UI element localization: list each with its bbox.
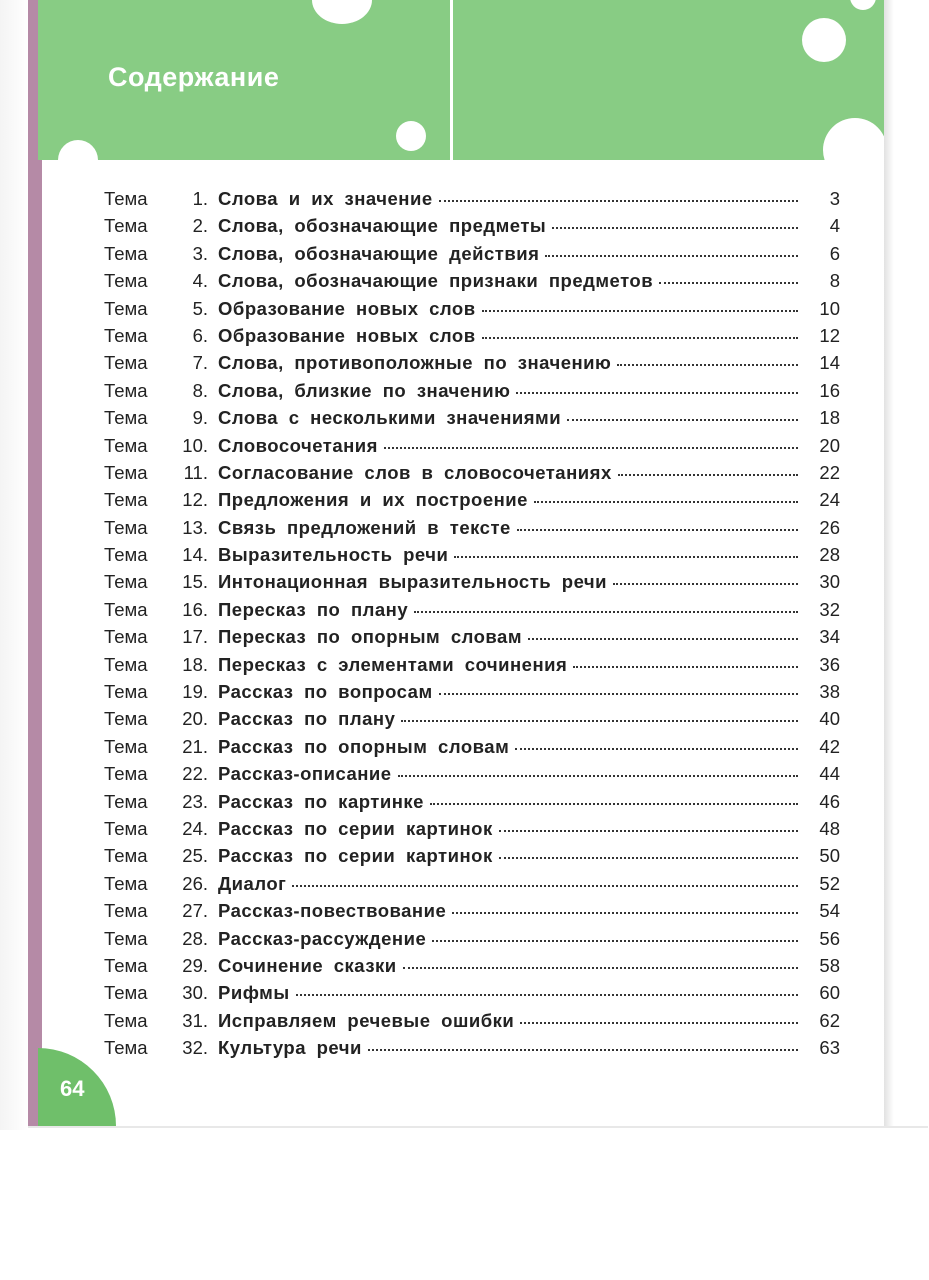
toc-entry-page: 36	[819, 653, 840, 675]
toc-entry-page: 38	[819, 681, 840, 703]
toc-entry-page: 50	[819, 845, 840, 867]
toc-entry-label: Тема	[104, 735, 148, 757]
toc-entry-page: 58	[819, 954, 840, 976]
toc-entry-title: Рассказ по серии картинок	[218, 845, 493, 867]
toc-entry-label: Тема	[104, 571, 148, 593]
toc-entry-title: Рассказ-повествование	[218, 900, 447, 922]
toc-entry-label: Тема	[104, 790, 148, 812]
toc-entry	[104, 763, 840, 790]
toc-entry-title: Слова, близкие по значению	[218, 379, 511, 401]
toc-entry-label: Тема	[104, 352, 148, 374]
toc-leader-dots	[403, 967, 798, 969]
table-of-contents	[104, 188, 840, 1065]
toc-entry-label: Тема	[104, 461, 148, 483]
toc-entry-label: Тема	[104, 379, 148, 401]
toc-leader-dots	[552, 227, 798, 229]
toc-entry-page: 60	[819, 982, 840, 1004]
toc-entry	[104, 791, 840, 818]
toc-entry	[104, 352, 840, 379]
toc-entry-page: 18	[819, 407, 840, 429]
toc-entry-label: Тема	[104, 817, 148, 839]
toc-entry-title: Предложения и их построение	[218, 489, 528, 511]
header-divider	[450, 0, 453, 160]
toc-entry	[104, 1037, 840, 1064]
toc-entry-number: 29.	[182, 954, 208, 976]
toc-leader-dots	[482, 310, 798, 312]
toc-entry-label: Тема	[104, 626, 148, 648]
toc-entry-title: Слова, противоположные по значению	[218, 352, 612, 374]
toc-entry-title: Слова, обозначающие действия	[218, 242, 540, 264]
toc-entry	[104, 654, 840, 681]
toc-leader-dots	[520, 1022, 798, 1024]
page-bottom-edge	[28, 1126, 928, 1128]
decor-circle	[802, 18, 846, 62]
toc-leader-dots	[430, 803, 798, 805]
toc-entry-page: 28	[819, 544, 840, 566]
toc-entry-label: Тема	[104, 845, 148, 867]
toc-leader-dots	[528, 638, 798, 640]
toc-entry-number: 7.	[192, 352, 208, 374]
toc-entry	[104, 955, 840, 982]
toc-leader-dots	[384, 447, 798, 449]
toc-entry-page: 24	[819, 489, 840, 511]
page-edge-shadow	[884, 0, 894, 1128]
decor-circle	[850, 0, 876, 10]
toc-leader-dots	[414, 611, 798, 613]
toc-entry-number: 1.	[192, 188, 208, 209]
toc-entry-page: 54	[819, 900, 840, 922]
toc-entry	[104, 626, 840, 653]
toc-entry-title: Диалог	[218, 872, 287, 894]
scan-edge	[0, 0, 28, 1130]
toc-entry-label: Тема	[104, 434, 148, 456]
toc-entry-label: Тема	[104, 270, 148, 292]
toc-entry	[104, 928, 840, 955]
toc-entry-title: Словосочетания	[218, 434, 378, 456]
toc-entry-label: Тема	[104, 927, 148, 949]
toc-entry-number: 18.	[182, 653, 208, 675]
toc-entry-page: 40	[819, 708, 840, 730]
toc-entry-number: 15.	[182, 571, 208, 593]
toc-entry	[104, 571, 840, 598]
toc-entry-number: 27.	[182, 900, 208, 922]
toc-entry-label: Тема	[104, 516, 148, 538]
toc-leader-dots	[401, 720, 798, 722]
toc-entry	[104, 435, 840, 462]
toc-entry-number: 6.	[192, 324, 208, 346]
toc-entry-title: Исправляем речевые ошибки	[218, 1009, 515, 1031]
toc-entry-label: Тема	[104, 653, 148, 675]
toc-entry	[104, 818, 840, 845]
toc-leader-dots	[398, 775, 798, 777]
toc-entry-page: 30	[819, 571, 840, 593]
toc-entry-number: 20.	[182, 708, 208, 730]
toc-leader-dots	[499, 830, 798, 832]
toc-entry-number: 13.	[182, 516, 208, 538]
toc-entry-number: 28.	[182, 927, 208, 949]
toc-leader-dots	[567, 419, 798, 421]
toc-leader-dots	[482, 337, 798, 339]
toc-leader-dots	[545, 255, 798, 257]
toc-entry-label: Тема	[104, 188, 148, 209]
toc-entry-number: 12.	[182, 489, 208, 511]
toc-leader-dots	[368, 1049, 798, 1051]
toc-leader-dots	[534, 501, 798, 503]
toc-entry-number: 32.	[182, 1037, 208, 1059]
toc-entry-page: 42	[819, 735, 840, 757]
toc-entry	[104, 845, 840, 872]
toc-leader-dots	[613, 583, 798, 585]
toc-entry-page: 44	[819, 763, 840, 785]
toc-entry-page: 32	[819, 598, 840, 620]
toc-entry-title: Рассказ-рассуждение	[218, 927, 427, 949]
toc-entry-label: Тема	[104, 242, 148, 264]
toc-entry-title: Рассказ по картинке	[218, 790, 424, 812]
toc-entry-page: 63	[819, 1037, 840, 1059]
toc-entry-number: 3.	[192, 242, 208, 264]
toc-entry-label: Тема	[104, 681, 148, 703]
toc-entry-label: Тема	[104, 544, 148, 566]
decor-circle	[396, 121, 426, 151]
toc-entry-title: Связь предложений в тексте	[218, 516, 511, 538]
toc-leader-dots	[296, 994, 798, 996]
toc-entry	[104, 325, 840, 352]
toc-entry-number: 16.	[182, 598, 208, 620]
toc-entry	[104, 517, 840, 544]
toc-entry-number: 21.	[182, 735, 208, 757]
toc-entry-title: Интонационная выразительность речи	[218, 571, 608, 593]
contents-header	[38, 0, 884, 160]
toc-entry-label: Тема	[104, 982, 148, 1004]
toc-leader-dots	[515, 748, 798, 750]
toc-entry-title: Рифмы	[218, 982, 290, 1004]
toc-entry	[104, 270, 840, 297]
toc-entry-page: 3	[829, 188, 840, 209]
toc-entry	[104, 708, 840, 735]
toc-entry-number: 24.	[182, 817, 208, 839]
toc-entry-page: 12	[819, 324, 840, 346]
toc-entry-number: 23.	[182, 790, 208, 812]
toc-entry-page: 8	[829, 270, 840, 292]
toc-entry-page: 6	[829, 242, 840, 264]
toc-entry-number: 25.	[182, 845, 208, 867]
toc-entry-label: Тема	[104, 324, 148, 346]
toc-leader-dots	[439, 693, 798, 695]
toc-entry-label: Тема	[104, 297, 148, 319]
toc-entry-title: Слова и их значение	[218, 188, 433, 209]
toc-leader-dots	[516, 392, 798, 394]
toc-entry-title: Слова, обозначающие предметы	[218, 215, 547, 237]
toc-entry-title: Выразительность речи	[218, 544, 449, 566]
toc-entry-page: 52	[819, 872, 840, 894]
toc-entry	[104, 243, 840, 270]
toc-entry	[104, 873, 840, 900]
toc-entry-title: Пересказ по опорным словам	[218, 626, 523, 648]
toc-entry-number: 26.	[182, 872, 208, 894]
toc-entry-number: 19.	[182, 681, 208, 703]
toc-entry-label: Тема	[104, 1037, 148, 1059]
toc-entry	[104, 1010, 840, 1037]
toc-entry-page: 26	[819, 516, 840, 538]
toc-entry	[104, 407, 840, 434]
toc-leader-dots	[432, 940, 798, 942]
toc-entry-title: Согласование слов в словосочетаниях	[218, 461, 612, 483]
toc-entry-page: 48	[819, 817, 840, 839]
toc-entry-label: Тема	[104, 215, 148, 237]
toc-entry-label: Тема	[104, 489, 148, 511]
toc-entry-title: Слова с несколькими значениями	[218, 407, 562, 429]
toc-leader-dots	[618, 474, 798, 476]
toc-entry-title: Слова, обозначающие признаки предметов	[218, 270, 654, 292]
toc-entry-label: Тема	[104, 1009, 148, 1031]
toc-entry-page: 10	[819, 297, 840, 319]
toc-entry-number: 10.	[182, 434, 208, 456]
toc-leader-dots	[439, 200, 798, 202]
toc-entry-number: 5.	[192, 297, 208, 319]
toc-entry-number: 2.	[192, 215, 208, 237]
toc-entry-page: 16	[819, 379, 840, 401]
toc-entry-label: Тема	[104, 598, 148, 620]
toc-entry	[104, 462, 840, 489]
toc-entry-page: 14	[819, 352, 840, 374]
toc-entry-title: Пересказ по плану	[218, 598, 409, 620]
toc-entry-number: 11.	[183, 461, 208, 483]
toc-entry-number: 30.	[182, 982, 208, 1004]
toc-entry	[104, 900, 840, 927]
toc-entry-page: 22	[819, 461, 840, 483]
toc-entry-page: 34	[819, 626, 840, 648]
toc-entry	[104, 544, 840, 571]
toc-entry-page: 62	[819, 1009, 840, 1031]
page-title: Содержание	[108, 62, 280, 92]
toc-entry	[104, 380, 840, 407]
toc-entry	[104, 681, 840, 708]
toc-entry	[104, 736, 840, 763]
toc-entry-page: 56	[819, 927, 840, 949]
toc-entry	[104, 599, 840, 626]
toc-entry-number: 4.	[192, 270, 208, 292]
toc-entry-title: Пересказ с элементами сочинения	[218, 653, 568, 675]
toc-leader-dots	[499, 857, 798, 859]
toc-entry-title: Рассказ-описание	[218, 763, 392, 785]
toc-entry-number: 14.	[182, 544, 208, 566]
decor-circle	[312, 0, 372, 24]
toc-entry	[104, 982, 840, 1009]
decor-circle	[823, 118, 884, 160]
toc-entry-label: Тема	[104, 763, 148, 785]
toc-leader-dots	[617, 364, 798, 366]
toc-entry-title: Рассказ по серии картинок	[218, 817, 493, 839]
toc-entry-page: 4	[829, 215, 840, 237]
toc-entry-title: Сочинение сказки	[218, 954, 397, 976]
toc-entry-label: Тема	[104, 407, 148, 429]
toc-entry-title: Образование новых слов	[218, 297, 476, 319]
toc-entry-number: 22.	[182, 763, 208, 785]
page-number: 64	[60, 1076, 85, 1101]
toc-entry	[104, 298, 840, 325]
toc-leader-dots	[292, 885, 798, 887]
toc-entry-label: Тема	[104, 872, 148, 894]
decor-circle	[58, 140, 98, 160]
toc-entry-page: 46	[819, 790, 840, 812]
toc-entry-title: Рассказ по вопросам	[218, 681, 433, 703]
toc-entry-title: Культура речи	[218, 1037, 362, 1059]
toc-entry-page: 20	[819, 434, 840, 456]
toc-leader-dots	[454, 556, 798, 558]
toc-entry	[104, 489, 840, 516]
toc-entry-title: Рассказ по плану	[218, 708, 396, 730]
toc-entry-label: Тема	[104, 954, 148, 976]
toc-entry-number: 8.	[192, 379, 208, 401]
toc-entry-number: 31.	[182, 1009, 208, 1031]
toc-entry-title: Образование новых слов	[218, 324, 476, 346]
toc-entry-label: Тема	[104, 900, 148, 922]
toc-entry-number: 9.	[192, 407, 208, 429]
toc-leader-dots	[573, 666, 798, 668]
toc-entry	[104, 215, 840, 242]
toc-entry-label: Тема	[104, 708, 148, 730]
toc-entry-number: 17.	[182, 626, 208, 648]
toc-leader-dots	[517, 529, 798, 531]
toc-leader-dots	[452, 912, 798, 914]
page-edge-strip	[28, 0, 42, 1128]
toc-leader-dots	[659, 282, 798, 284]
toc-entry-title: Рассказ по опорным словам	[218, 735, 510, 757]
toc-entry	[104, 188, 840, 215]
